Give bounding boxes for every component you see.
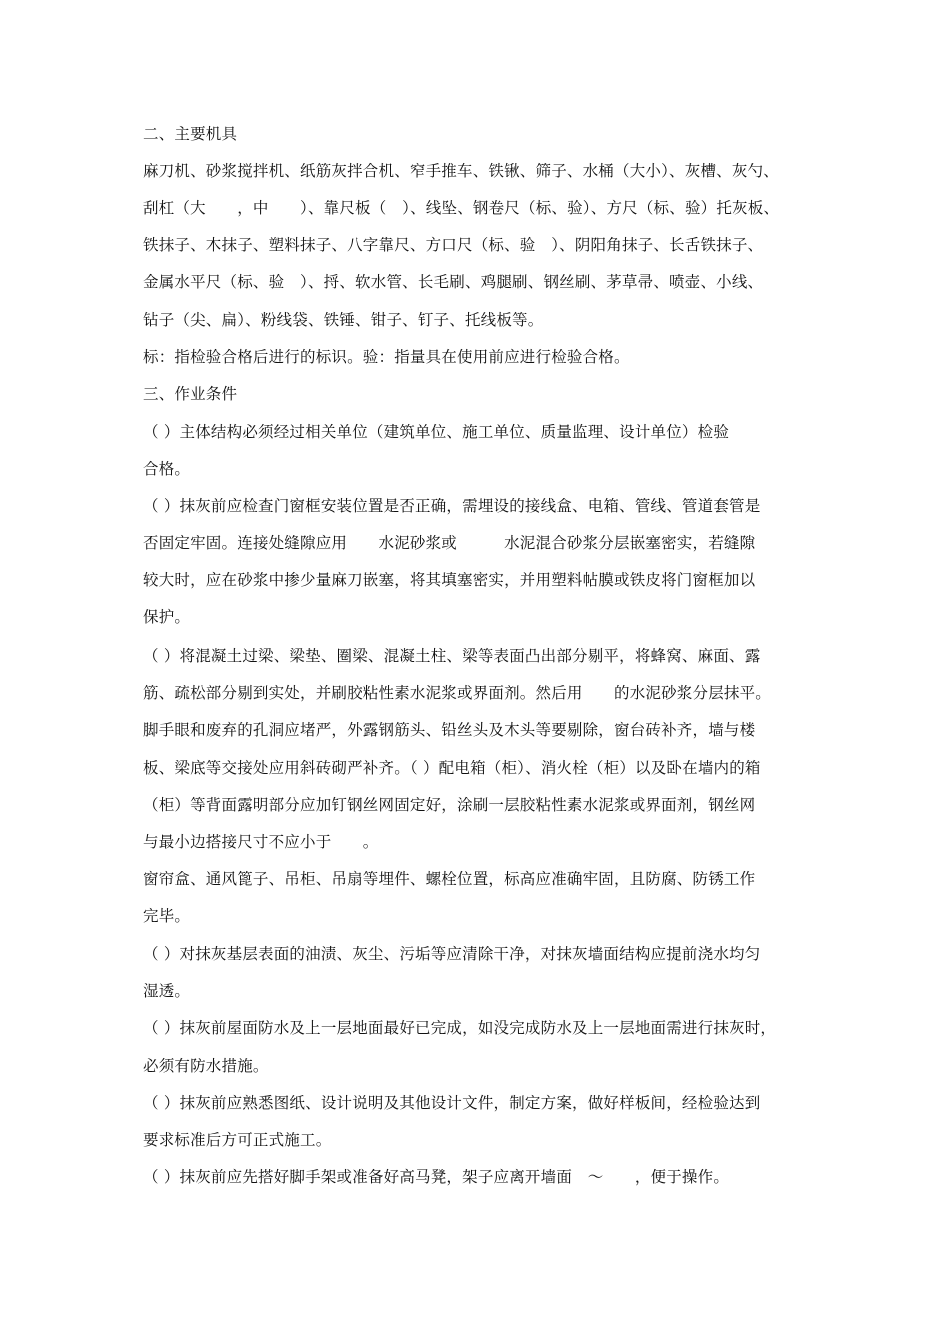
paragraph-line: 金属水平尺（标、验 ）、捋、软水管、长毛刷、鸡腿刷、钢丝刷、茅草帚、喷壶、小线、 bbox=[143, 273, 764, 291]
paragraph-line: （ ）抹灰前应熟悉图纸、设计说明及其他设计文件，制定方案，做好样板间，经检验达到 bbox=[143, 1094, 761, 1112]
paragraph-line: 脚手眼和废弃的孔洞应堵严，外露钢筋头、铅丝头及木头等要剔除，窗台砖补齐，墙与楼 bbox=[143, 721, 756, 739]
section-heading-work-conditions: 三、作业条件 bbox=[143, 385, 238, 403]
paragraph-line: （ ）对抹灰基层表面的油渍、灰尘、污垢等应清除干净，对抹灰墙面结构应提前浇水均匀 bbox=[143, 945, 761, 963]
paragraph-line: 麻刀机、砂浆搅拌机、纸筋灰拌合机、窄手推车、铁锹、筛子、水桶（大小）、灰槽、灰勺、 bbox=[143, 162, 779, 180]
paragraph-line: 必须有防水措施。 bbox=[143, 1057, 269, 1075]
paragraph-line: 铁抹子、木抹子、塑料抹子、八字靠尺、方口尺（标、验 ）、阴阳角抹子、长舌铁抹子、 bbox=[143, 236, 764, 254]
paragraph-line: 窗帘盒、通风篦子、吊柜、吊扇等埋件、螺栓位置，标高应准确牢固，且防腐、防锈工作 bbox=[143, 870, 756, 888]
paragraph-line: 合格。 bbox=[143, 460, 191, 478]
paragraph-line: （ ）抹灰前屋面防水及上一层地面最好已完成，如没完成防水及上一层地面需进行抹灰时， bbox=[143, 1019, 777, 1037]
paragraph-line: 筋、疏松部分剔到实处，并刷胶粘性素水泥浆或界面剂。然后用 的水泥砂浆分层抹平。 bbox=[143, 684, 772, 702]
section-heading-main-tools: 二、主要机具 bbox=[143, 125, 238, 143]
paragraph-line: 刮杠（大 ，中 ）、靠尺板（ ）、线坠、钢卷尺（标、验）、方尺（标、验）托灰板、 bbox=[143, 199, 780, 217]
paragraph-line: 钻子（尖、扁）、粉线袋、铁锤、钳子、钉子、托线板等。 bbox=[143, 311, 544, 329]
paragraph-line: （柜）等背面露明部分应加钉钢丝网固定好，涂刷一层胶粘性素水泥浆或界面剂，钢丝网 bbox=[143, 796, 756, 814]
paragraph-line: 保护。 bbox=[143, 608, 191, 626]
paragraph-line: 要求标准后方可正式施工。 bbox=[143, 1131, 332, 1149]
paragraph-line: 较大时，应在砂浆中掺少量麻刀嵌塞，将其填塞密实，并用塑料帖膜或铁皮将门窗框加以 bbox=[143, 571, 756, 589]
paragraph-line: 完毕。 bbox=[143, 907, 191, 925]
paragraph-line: 与最小边搭接尺寸不应小于 。 bbox=[143, 833, 379, 851]
paragraph-line: （ ）将混凝土过梁、梁垫、圈梁、混凝土柱、梁等表面凸出部分剔平，将蜂窝、麻面、露 bbox=[143, 647, 761, 665]
paragraph-line: 标：指检验合格后进行的标识。验：指量具在使用前应进行检验合格。 bbox=[143, 348, 630, 366]
paragraph-line: 板、梁底等交接处应用斜砖砌严补齐。（ ）配电箱（柜）、消火栓（柜）以及卧在墙内的箱 bbox=[143, 759, 761, 777]
paragraph-line: （ ）主体结构必须经过相关单位（建筑单位、施工单位、质量监理、设计单位）检验 bbox=[143, 423, 730, 441]
paragraph-line: 湿透。 bbox=[143, 982, 191, 1000]
paragraph-line: 否固定牢固。连接处缝隙应用 水泥砂浆或 水泥混合砂浆分层嵌塞密实，若缝隙 bbox=[143, 534, 756, 552]
paragraph-line: （ ）抹灰前应先搭好脚手架或准备好高马凳，架子应离开墙面 ～ ，便于操作。 bbox=[143, 1168, 730, 1186]
paragraph-line: （ ）抹灰前应检查门窗框安装位置是否正确，需埋设的接线盒、电箱、管线、管道套管是 bbox=[143, 497, 761, 515]
